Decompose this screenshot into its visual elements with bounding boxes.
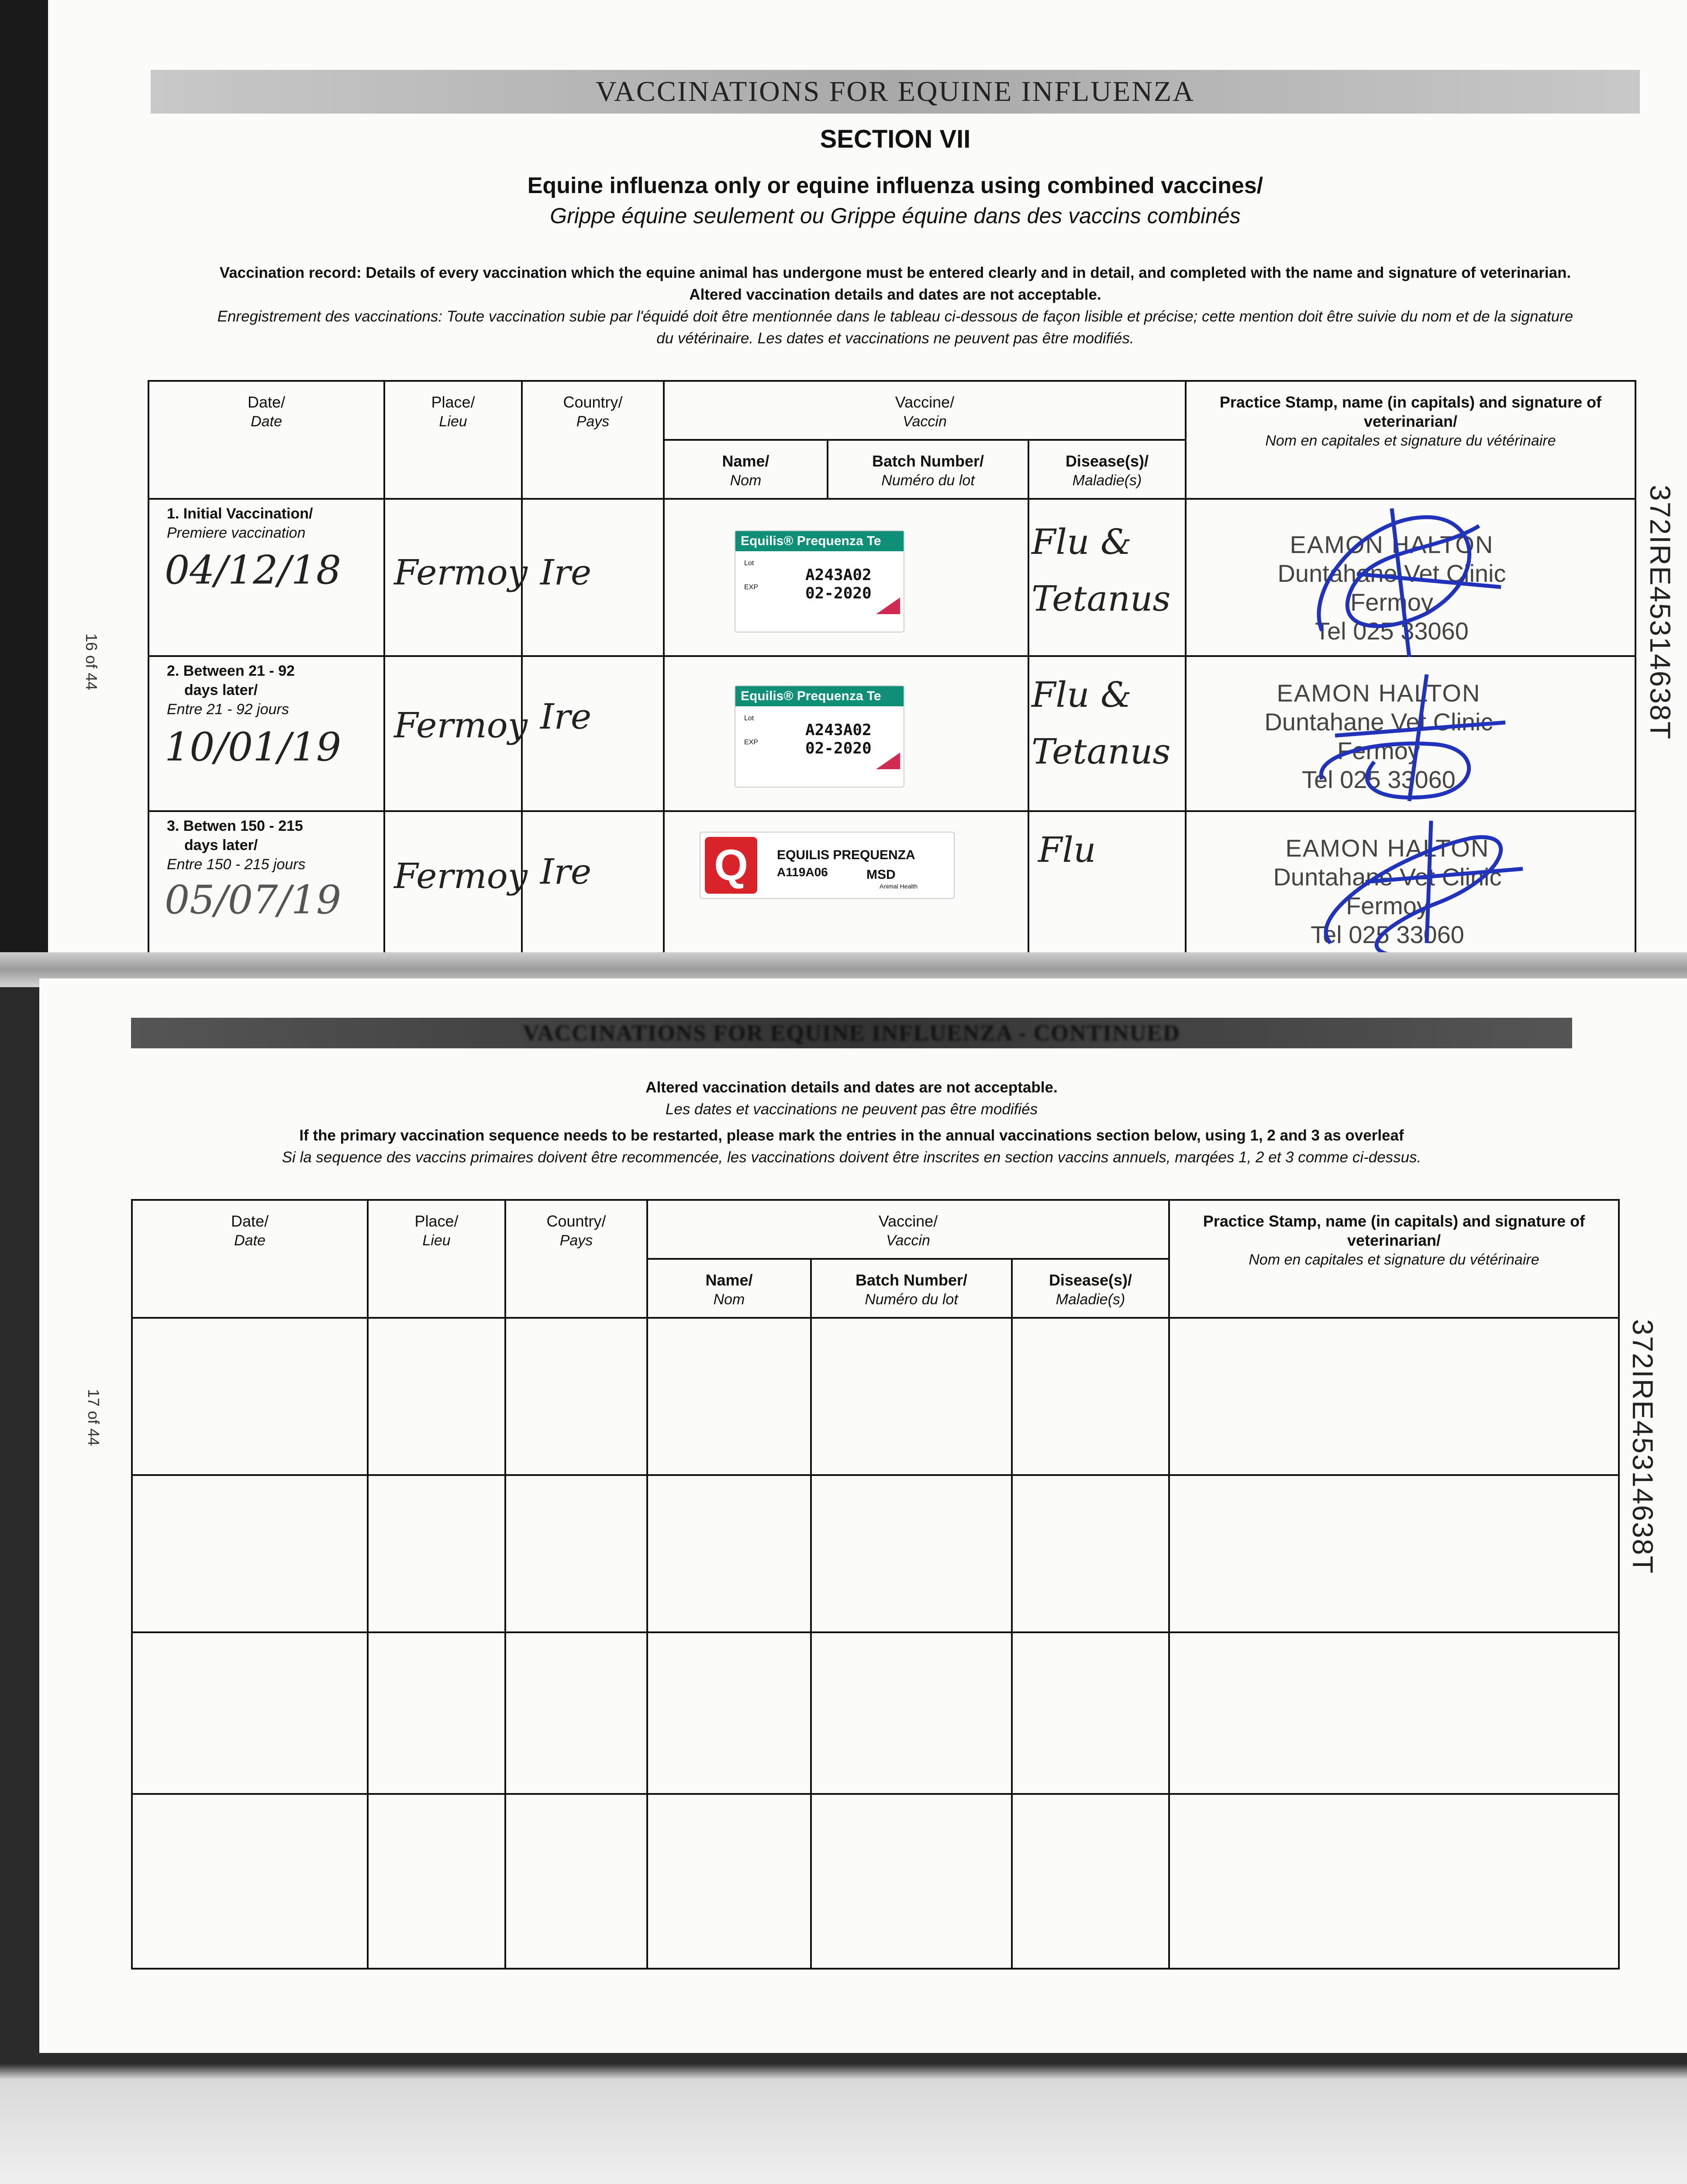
vaccine-sticker: Equilis® Prequenza Te Lot EXP A243A02 02-2020 (735, 685, 904, 788)
header-place: Place/ Lieu (368, 1200, 505, 1318)
empty-cell[interactable] (1169, 1794, 1619, 1969)
vaccine-sticker: Q EQUILIS PREQUENZA A119A06 MSD Animal Health (700, 832, 955, 899)
handwritten-date: 04/12/18 (165, 547, 342, 593)
vaccination-table (148, 380, 1636, 963)
vet-signature (1296, 500, 1514, 666)
handwritten-country: Ire (540, 851, 592, 892)
row-date-cell: 3. Betwen 150 - 215 days later/ Entre 150 - 215 jours 05/07/19 (148, 811, 384, 962)
handwritten-place: Fermoy (394, 705, 528, 746)
header-country: Country/ Pays (522, 381, 664, 499)
page-number-17: 17 of 44 (85, 1389, 103, 1446)
handwritten-date: 05/07/19 (165, 877, 342, 923)
sticker-exp: 02-2020 (805, 584, 872, 602)
book-spine-bottom (0, 961, 39, 2062)
empty-cell[interactable] (811, 1475, 1012, 1632)
handwritten-date: 10/01/19 (165, 724, 342, 770)
row-stamp-cell (1186, 499, 1635, 656)
empty-cell[interactable] (132, 1475, 368, 1632)
certificate-id-bottom: 372IRE45314638T (1627, 1319, 1659, 1575)
table-row (148, 656, 1635, 811)
vaccine-sticker: Equilis® Prequenza Te Lot EXP A243A02 02-2020 (735, 530, 904, 632)
table-row (148, 811, 1635, 962)
q-logo: Q (705, 837, 757, 894)
empty-cell[interactable] (811, 1794, 1012, 1969)
empty-cell[interactable] (505, 1794, 647, 1969)
note-fr-1: Enregistrement des vaccinations: Toute vaccination subie par l'équidé doit être mentionnée dans le tableau ci-dessous de façon lisible et précise; cette mention doit être suivie du nom et de la signature (217, 308, 1573, 325)
row-country-cell (522, 811, 664, 962)
empty-cell[interactable] (505, 1632, 647, 1794)
empty-cell[interactable] (1012, 1794, 1169, 1969)
empty-cell[interactable] (647, 1318, 811, 1475)
vet-stamp: EAMON HALTON Duntahane Vet Clinic Fermoy Tel 025 33060 (1264, 679, 1493, 793)
row-place-cell (384, 811, 528, 962)
sticker-lot: A119A06 (777, 865, 828, 879)
banner-title-continued: VACCINATIONS FOR EQUINE INFLUENZA - CONTINUED (523, 1020, 1180, 1046)
heading-french: Grippe équine seulement ou Grippe équine dans des vaccins combinés (550, 204, 1241, 228)
empty-cell[interactable] (647, 1632, 811, 1794)
header-date: Date/ Date (132, 1200, 368, 1318)
table-row (132, 1632, 1619, 1794)
vet-stamp: EAMON HALTON Duntahane Vet Clinic Fermoy Tel 025 33060 (1273, 834, 1502, 948)
empty-cell[interactable] (505, 1475, 647, 1632)
table-row (148, 499, 1635, 656)
header-vaccine: Vaccine/ Vaccin (664, 381, 1186, 440)
empty-cell[interactable] (505, 1318, 647, 1475)
banner-title: VACCINATIONS FOR EQUINE INFLUENZA (596, 76, 1195, 107)
empty-cell[interactable] (368, 1318, 505, 1475)
row-vaccine-cell (664, 811, 1028, 962)
sticker-lot: A243A02 (805, 721, 872, 739)
row-disease-cell: Flu & Tetanus (1028, 499, 1186, 656)
row-date-cell: 1. Initial Vaccination/ Premiere vaccination 04/12/18 (148, 499, 384, 656)
msd-logo: MSD (866, 867, 896, 882)
handwritten-country: Ire (540, 552, 592, 593)
sticker-lot: A243A02 (805, 566, 872, 584)
row-date-cell: 2. Between 21 - 92 days later/ Entre 21 - 92 jours 10/01/19 (148, 656, 384, 811)
continued-banner (131, 1018, 1572, 1048)
handwritten-place: Fermoy (394, 856, 528, 896)
header-vaccine: Vaccine/ Vaccin (647, 1200, 1169, 1259)
record-note (148, 262, 1642, 349)
empty-cell[interactable] (1012, 1632, 1169, 1794)
table-row (132, 1318, 1619, 1475)
row-vaccine-cell (664, 656, 1028, 811)
header-stamp: Practice Stamp, name (in capitals) and signature of veterinarian/ Nom en capitales et signature du vétérinaire (1169, 1200, 1619, 1318)
empty-cell[interactable] (132, 1794, 368, 1969)
note-en-1: Vaccination record: Details of every vaccination which the equine animal has undergone must be entered clearly and in detail, and completed with the name and signature of veterinarian. (219, 264, 1571, 281)
empty-cell[interactable] (1012, 1475, 1169, 1632)
header-country: Country/ Pays (505, 1200, 647, 1318)
vet-signature (1296, 812, 1540, 963)
row-vaccine-cell (664, 499, 1028, 656)
table-row (132, 1794, 1619, 1969)
empty-cell[interactable] (132, 1632, 368, 1794)
sticker-exp: 02-2020 (805, 740, 872, 757)
row-stamp-cell (1186, 656, 1635, 811)
heading-english: Equine influenza only or equine influenza using combined vaccines/ (527, 173, 1263, 198)
note-fr-2: du vétérinaire. Les dates et vaccinations ne peuvent pas être modifiés. (656, 330, 1134, 347)
row-country-cell (522, 656, 664, 811)
header-disease: Disease(s)/ Maladie(s) (1012, 1259, 1169, 1318)
vet-signature (1296, 657, 1514, 814)
empty-cell[interactable] (1012, 1318, 1169, 1475)
handwritten-country: Ire (540, 696, 592, 737)
row-country-cell (522, 499, 664, 656)
section-banner (151, 70, 1640, 114)
empty-cell[interactable] (132, 1318, 368, 1475)
scanner-edge (0, 2053, 1687, 2184)
page-number-16: 16 of 44 (83, 633, 100, 691)
row-place-cell (384, 499, 528, 656)
row-disease-cell: Flu (1028, 811, 1186, 962)
empty-cell[interactable] (811, 1632, 1012, 1794)
empty-cell[interactable] (368, 1475, 505, 1632)
empty-cell[interactable] (647, 1475, 811, 1632)
continued-notes: Altered vaccination details and dates are not acceptable. Les dates et vaccinations ne peuvent pas être modifiés If the primary vaccination sequence needs to be restarted, please mark the entries in the annual vaccinations section below, using 1, 2 and 3 as overleaf Si la sequence des vaccins primaires doivent être recommencée, les vaccinations doivent être inscrites en section vaccins annuels, marqées 1, 2 et 3 comme ci-dessus. (282, 1079, 1421, 1166)
empty-cell[interactable] (647, 1794, 811, 1969)
empty-cell[interactable] (368, 1632, 505, 1794)
header-date: Date/ Date (148, 381, 384, 499)
header-batch: Batch Number/ Numéro du lot (828, 440, 1028, 499)
handwritten-place: Fermoy (394, 552, 528, 593)
table-row (132, 1475, 1619, 1632)
row-place-cell (384, 656, 528, 811)
header-batch: Batch Number/ Numéro du lot (811, 1259, 1012, 1318)
section-title: SECTION VII (820, 125, 971, 153)
certificate-id-top: 372IRE45314638T (1644, 485, 1677, 740)
book-spine-top (0, 0, 48, 961)
header-place: Place/ Lieu (384, 381, 522, 499)
empty-cell[interactable] (1169, 1632, 1619, 1794)
annual-vaccination-table (131, 1199, 1620, 1970)
empty-cell[interactable] (1169, 1475, 1619, 1632)
row-stamp-cell (1186, 811, 1635, 962)
header-name: Name/ Nom (664, 440, 828, 499)
empty-cell[interactable] (811, 1318, 1012, 1475)
header-name: Name/ Nom (647, 1259, 811, 1318)
vet-stamp: EAMON HALTON Duntahane Vet Clinic Fermoy Tel 025 33060 (1277, 531, 1506, 645)
row-disease-cell: Flu & Tetanus (1028, 656, 1186, 811)
empty-cell[interactable] (368, 1794, 505, 1969)
note-en-2: Altered vaccination details and dates are not acceptable. (689, 286, 1101, 303)
header-disease: Disease(s)/ Maladie(s) (1028, 440, 1186, 499)
header-stamp: Practice Stamp, name (in capitals) and signature of veterinarian/ Nom en capitales et signature du vétérinaire (1186, 381, 1635, 499)
empty-cell[interactable] (1169, 1318, 1619, 1475)
